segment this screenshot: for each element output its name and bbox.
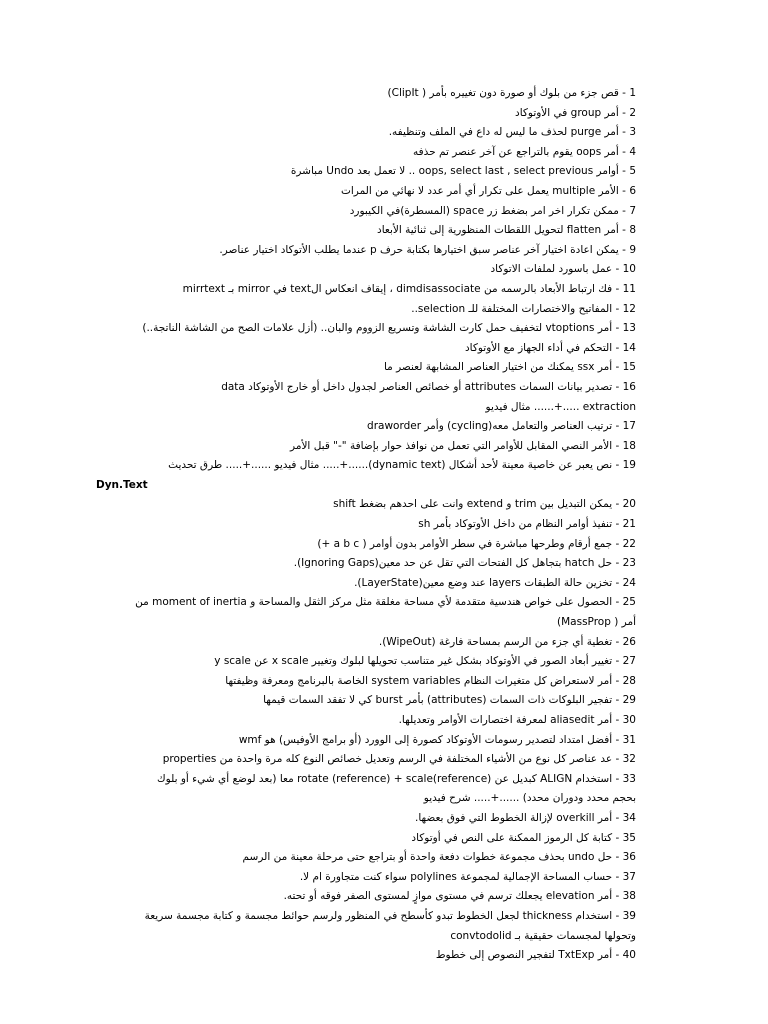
list-item: 9 - يمكن اعادة اختيار آخر عناصر سبق اختيارها بكتابة حرف p عندما يطلب الأتوكاد اختيار عناصر.	[219, 243, 636, 256]
list-item: 15 - أمر ssx يمكنك من اختيار العناصر المشابهة لعنصر ما	[383, 361, 636, 374]
list-item-continuation: extraction .....+...... مثال فيديو	[485, 400, 636, 413]
list-item: 18 - الأمر النصي المقابل للأوامر التي تعمل من نوافذ حوار بإضافة "-" قبل الأمر	[290, 439, 636, 452]
list-item: 29 - تفجير البلوكات ذات السمات (attributes) بأمر burst كي لا تفقد السمات قيمها	[263, 694, 636, 707]
list-item: 5 - أوامر oops, select last , select previous .. لا تعمل بعد Undo مباشرة	[290, 165, 636, 178]
list-item: 17 - ترتيب العناصر والتعامل معه(cycling) وأمر draworder	[367, 420, 636, 433]
list-item: 6 - الأمر multiple يعمل على تكرار أي أمر عدد لا نهائي من المرات	[340, 184, 636, 197]
list-item: 40 - أمر TxtExp لتفجير النصوص إلى خطوط	[435, 949, 636, 962]
list-item-continuation: وتحولها لمجسمات حقيقية بـ convtodolid	[450, 929, 636, 942]
list-item: 38 - أمر elevation يجعلك ترسم في مستوى موازٍ لمستوى الصفر فوقه أو تحته.	[283, 890, 636, 903]
list-item: 23 - حل hatch بتجاهل كل الفتحات التي تقل عن حد معين(Ignoring Gaps).	[293, 557, 636, 570]
list-item: 12 - المفاتيح والاختصارات المختلفة للـ selection..	[411, 302, 636, 315]
list-item: 16 - تصدير بيانات السمات attributes أو خصائص العناصر لجدول داخل أو خارج الأوتوكاد data	[221, 380, 636, 393]
list-item: 11 - فك ارتباط الأبعاد بالرسمه من dimdisassociate ، إيقاف انعكاس الtext في mirror بـ mirrtext	[182, 282, 636, 295]
list-item: 2 - أمر group في الأوتوكاد	[515, 106, 636, 119]
list-item: 30 - أمر aliasedit لمعرفة اختصارات الأوامر وتعديلها.	[398, 714, 636, 726]
list-item: 13 - أمر vtoptions لتخفيف حمل كارت الشاشة وتسريع الزووم والبان.. (أزل علامات الصح من الشاشة الناتجة..)	[142, 322, 636, 335]
list-item: 26 - تغطية أي جزء من الرسم بمساحة فارغة (WipeOut).	[378, 635, 636, 648]
list-item: 8 - أمر flatten لتحويل اللقطات المنظورية إلى ثنائية الأبعاد	[377, 224, 636, 237]
list-item-continuation: أمر ( MassProp)	[557, 616, 636, 629]
list-item-continuation: بحجم محدد ودوران محدد) ......+..... شرح فيديو	[423, 792, 636, 805]
list-item: 10 - عمل باسورد لملفات الاتوكاد	[490, 263, 636, 276]
list-item: 37 - حساب المساحة الإجمالية لمجموعة polylines سواء كنت متجاورة ام لا.	[299, 870, 636, 883]
list-item: 39 - استخدام thickness لجعل الخطوط تبدو كأسطح في المنظور ولرسم حوائط مجسمة و كتابة مجسمة سريعة	[144, 909, 636, 922]
list-item: 7 - ممكن تكرار اخر امر بضغط زر space (المسطرة)في الكيبورد	[349, 204, 636, 217]
list-item-trailer: Dyn.Text	[96, 478, 148, 491]
list-item: 28 - أمر لاستعراض كل متغيرات النظام system variables الخاصة بالبرنامج ومعرفة وظيفتها	[225, 674, 636, 687]
list-item: 1 - قص جزء من بلوك أو صورة دون تغييره بأمر ( ClipIt)	[387, 87, 636, 99]
list-item: 32 - عد عناصر كل نوع من الأشياء المختلفة في الرسم وتعديل خصائص النوع كله مرة واحدة من properties	[162, 753, 636, 766]
list-item: 3 - أمر purge لحذف ما ليس له داع في الملف وتنظيفه.	[388, 126, 636, 139]
list-item: 36 - حل undo بحذف مجموعة خطوات دفعة واحدة أو بتراجع حتى مرحلة معينة من الرسم	[242, 851, 636, 864]
list-item: 14 - التحكم في أداء الجهاز مع الأوتوكاد	[464, 341, 636, 354]
list-item: 24 - تخزين حالة الطبقات layers عند وضع معين(LayerState).	[354, 576, 636, 589]
list-item: 31 - أفضل امتداد لتصدير رسومات الأوتوكاد كصورة إلى الوورد (أو برامج الأوفيس) هو wmf	[238, 733, 636, 746]
list-item: 20 - يمكن التبديل بين trim و extend وانت على احدهم بضغط shift	[333, 498, 636, 511]
list-item: 21 - تنفيذ أوامر النظام من داخل الأوتوكاد بأمر sh	[418, 518, 636, 531]
list-item: 34 - أمر overkill لإزالة الخطوط التي فوق بعضها.	[415, 811, 636, 824]
list-item: 4 - أمر oops يقوم بالتراجع عن آخر عنصر تم حذفه	[413, 145, 636, 158]
list-item: 19 - نص يعبر عن خاصية معينة لأحد أشكال (dynamic text)......+..... مثال فيديو ......+..... طرق تحديث	[168, 459, 636, 472]
list-item: 22 - جمع أرقام وطرحها مباشرة في سطر الأوامر بدون أوامر ( a b c +)	[317, 537, 636, 550]
list-item: 25 - الحصول على خواص هندسية متقدمة لأي مساحة مغلقة مثل مركز الثقل والمساحة و moment of inertia من	[135, 596, 636, 609]
numbered-tips-list	[96, 84, 636, 966]
list-item: 27 - تغيير أبعاد الصور في الأوتوكاد بشكل غير متناسب تحويلها لبلوك وتغيير x scale عن y scale	[214, 655, 636, 668]
list-item: 35 - كتابة كل الرموز الممكنة على النص في أوتوكاد	[411, 831, 636, 844]
list-item: 33 - استخدام ALIGN كبديل عن (rotate (reference) + scale(reference معا (بعد لوضع أي شيء أو بلوك	[157, 772, 636, 785]
